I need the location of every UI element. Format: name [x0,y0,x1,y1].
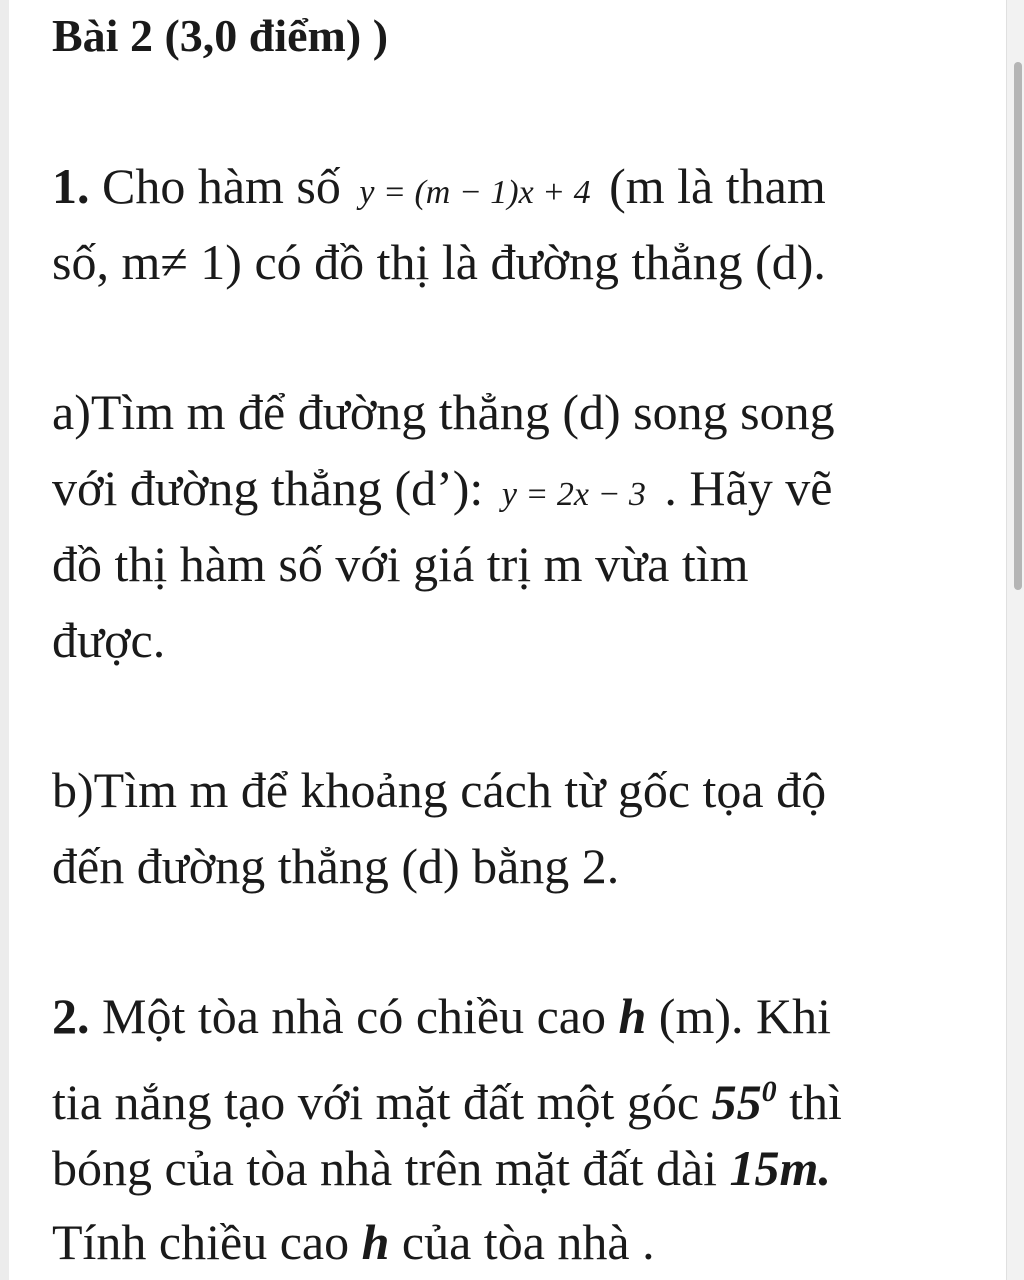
part1-tail: (m là tham [596,158,826,214]
angle-degree: 0 [761,1075,777,1108]
part-b-line1: b)Tìm m để khoảng cách từ gốc tọa độ [52,762,827,818]
part-a-text: với đường thẳng (d’): [52,460,496,516]
angle-value: 55 [711,1074,762,1130]
part-a-line1: a)Tìm m để đường thẳng (d) song song [52,384,835,440]
height-variable-2: h [361,1214,390,1270]
part1-line1 [52,156,826,223]
left-edge [0,0,9,1280]
part-a-line3: đồ thị hàm số với giá trị m vừa tìm [52,536,749,592]
part2-line4-tail: của tòa nhà . [389,1214,655,1270]
part2-line3 [52,1138,831,1198]
part2-line1 [52,986,831,1046]
part-a-tail: . Hãy vẽ [651,460,833,516]
part2-line3-text: bóng của tòa nhà trên mặt đất dài [52,1140,730,1196]
shadow-length: 15m. [729,1140,831,1196]
part2-line2 [52,1062,842,1132]
part2-tail: (m). Khi [646,988,831,1044]
scrollbar-track[interactable] [1006,0,1024,1280]
part-a-formula: y = 2x − 3 [501,476,646,513]
part1-text: Cho hàm số [89,158,354,214]
problem-heading: Bài 2 (3,0 điểm) ) [52,10,389,61]
part2-line2-text: tia nắng tạo với mặt đất một góc [52,1074,712,1130]
part-a-line4: được. [52,612,166,668]
scrollbar-thumb[interactable] [1014,62,1022,590]
part2-line4 [52,1212,655,1272]
height-variable: h [618,988,647,1044]
part1-formula: y = (m − 1)x + 4 [359,174,591,211]
part1-line2: số, m≠ 1) có đồ thị là đường thẳng (d). [52,234,826,290]
part-a-line2 [52,458,832,525]
part2-line2-tail: thì [776,1074,842,1130]
part2-number: 2. [52,988,90,1044]
part2-line4-text: Tính chiều cao [52,1214,362,1270]
part1-number: 1. [52,158,90,214]
part2-text: Một tòa nhà có chiều cao [89,988,619,1044]
part-b-line2: đến đường thẳng (d) bằng 2. [52,838,620,894]
